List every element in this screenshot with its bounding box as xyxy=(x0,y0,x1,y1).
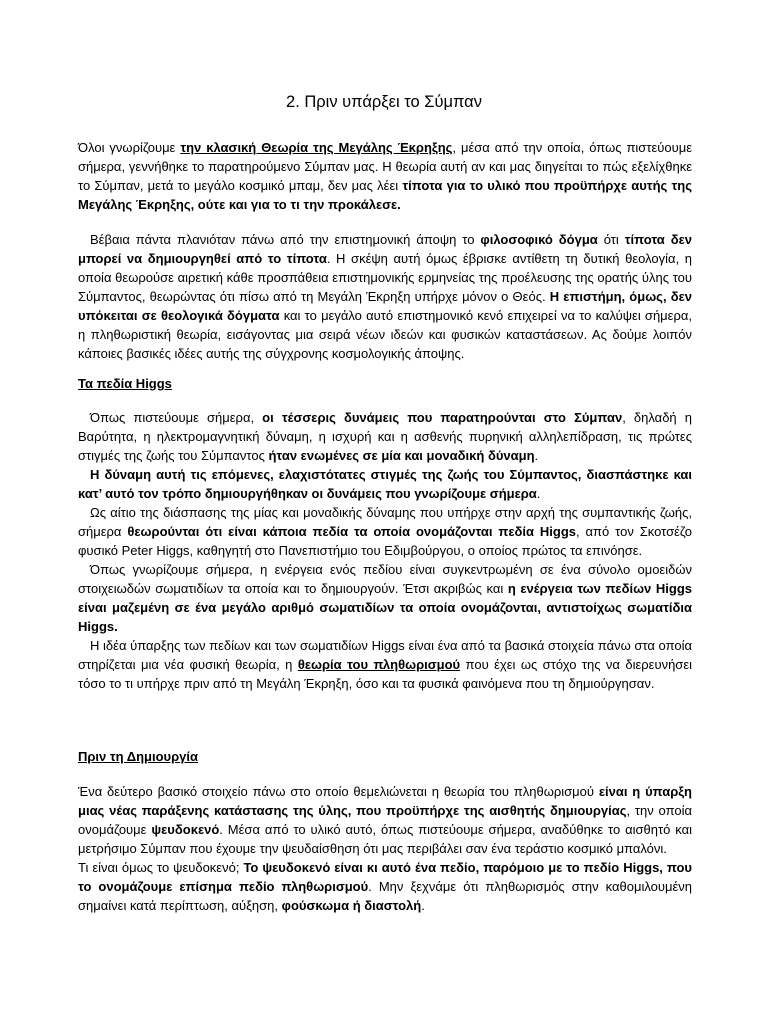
section-heading-creation: Πριν τη Δημιουργία xyxy=(78,749,198,764)
text-run: Τι είναι όμως το ψευδοκενό; xyxy=(78,860,244,875)
text-run: Ως αίτιο της διάσπασης της μίας και μοναδικής δύναμης που υπήρχε στην αρχή της συμπαντικής ζωής, σήμερα xyxy=(78,505,692,539)
text-run: Βέβαια πάντα πλανιόταν πάνω από την επιστημονική άποψη το xyxy=(90,232,481,247)
text-run: . Μέσα από το υλικό αυτό, όπως πιστεύουμε σήμερα, αναδύθηκε το αισθητό και μετρήσιμο Σύμπαν που έχουμε την ψευδαίσθηση ότι μας περιβάλει σαν ένα τεράστιο κοσμικό μπαλόνι. xyxy=(78,822,692,856)
text-run: Όπως πιστεύουμε σήμερα, xyxy=(90,410,263,425)
paragraph-higgs-particles xyxy=(78,560,692,636)
section-creation-body xyxy=(78,782,692,915)
text-run-bold: Το ψευδοκενό είναι κι αυτό ένα πεδίο, παρόμοιο με το πεδίο Higgs, που το ονομάζουμε επίσημα πεδίο πληθωρισμού xyxy=(78,860,692,894)
paragraph-inflation-field xyxy=(78,858,692,915)
text-run-bold: η ενέργεια των πεδίων Higgs είναι μαζεμένη σε ένα μεγάλο αριθμό σωματιδίων τα οποία ονομάζονται, αντιστοίχως σωματίδια Higgs. xyxy=(78,581,692,634)
paragraph-higgs-fields xyxy=(78,503,692,560)
text-run: Όλοι γνωρίζουμε xyxy=(78,140,181,155)
paragraph-intro xyxy=(78,138,692,214)
text-run-bold: οι τέσσερις δυνάμεις που παρατηρούνται στο Σύμπαν xyxy=(262,410,623,425)
text-run-bold: ψευδοκενό xyxy=(151,822,220,837)
text-run-bold: φούσκωμα ή διαστολή xyxy=(281,898,422,913)
text-run-bold-underline: θεωρία του πληθωρισμού xyxy=(297,657,461,672)
text-run-bold: τίποτα για το υλικό που προϋπήρχε αυτής της Μεγάλης Έκρηξης, ούτε και για το τι την προκάλεσε. xyxy=(78,178,693,212)
text-run-bold: ήταν ενωμένες σε μία και μοναδική δύναμη xyxy=(268,448,535,463)
text-run: , την οποία ονομάζουμε xyxy=(78,803,692,837)
paragraph-inflation-theory xyxy=(78,636,692,693)
paragraph-split xyxy=(78,465,692,503)
text-run: . Μην ξεχνάμε ότι πληθωρισμός στην καθομιλουμένη σημαίνει κατά περίπτωση, αύξηση, xyxy=(78,879,692,913)
page-title: 2. Πριν υπάρξει το Σύμπαν xyxy=(286,93,482,111)
text-run: . Η σκέψη αυτή όμως έβρισκε αντίθετη τη δυτική θεολογία, η οποία θεωρούσε αιρετική κάθε προσπάθεια επιστημονικής ερμηνείας της προέλευσης της ορατής ύλης του Σύμπαντος, θεωρώντας ότι πίσω από τη Μεγάλη Έκρηξη υπήρχε μόνον ο Θεός. xyxy=(78,251,692,304)
text-run: , δηλαδή η Βαρύτητα, η ηλεκτρομαγνητική δύναμη, η ισχυρή και η ασθενής πυρηνική αλληλεπίδραση, τις πρώτες στιγμές της ζωής του Σύμπαντος xyxy=(78,410,692,463)
text-run-bold: τίποτα δεν μπορεί να δημιουργηθεί από το τίποτα xyxy=(78,232,692,266)
section-heading-higgs: Τα πεδία Higgs xyxy=(78,376,172,391)
text-run: Ένα δεύτερο βασικό στοιχείο πάνω στο οποίο θεμελιώνεται η θεωρία του πληθωρισμού xyxy=(78,784,599,799)
text-run: , μέσα από την οποία, όπως πιστεύουμε σήμερα, γεννήθηκε το παρατηρούμενο Σύμπαν μας. Η θεωρία αυτή αν και μας διηγείται το πώς εξελίχθηκε το Σύμπαν, μετά το μεγάλο κοσμικό μπαμ, δεν μας λέει xyxy=(78,140,692,193)
paragraph-forces xyxy=(78,408,692,465)
text-run: . xyxy=(536,486,541,501)
paragraph-philosophy xyxy=(78,230,692,363)
text-run-bold: Η επιστήμη, όμως, δεν υπόκειται σε θεολογικά δόγματα xyxy=(78,289,692,323)
text-run: και το μεγάλο αυτό επιστημονικό κενό επιχειρεί να το καλύψει σήμερα, η πληθωριστική θεωρία, εισάγοντας μια σειρά νέων ιδεών και φυσικών καταστάσεων. Ας δούμε λοιπόν κάποιες βασικές ιδέες αυτής της σύγχρονης κοσμολογικής άποψης. xyxy=(78,308,692,361)
text-run-bold-underline: την κλασική Θεωρία της Μεγάλης Έκρηξης xyxy=(180,140,453,155)
text-run: Όπως γνωρίζουμε σήμερα, η ενέργεια ενός πεδίου είναι συγκεντρωμένη σε ένα σύνολο ομοειδών στοιχειωδών σωματιδίων τα οποία και το δημιουργούν. Έτσι ακριβώς και xyxy=(78,562,692,596)
text-run: που έχει ως στόχο της να διερευνήσει τόσο το τι υπήρχε πριν από τη Μεγάλη Έκρηξη, όσο και τα φυσικά φαινόμενα που τη δημιούργησαν. xyxy=(78,657,693,691)
text-run-bold: Η δύναμη αυτή τις επόμενες, ελαχιστότατες στιγμές της ζωής του Σύμπαντος, διασπάστηκε και κατ’ αυτό τον τρόπο δημιουργήθηκαν οι δυνάμεις που γνωρίζουμε σήμερα xyxy=(78,467,692,501)
text-run: ότι xyxy=(597,232,625,247)
paragraph-false-vacuum xyxy=(78,782,692,858)
text-run-bold: φιλοσοφικό δόγμα xyxy=(480,232,598,247)
text-run-bold: θεωρούνται ότι είναι κάποια πεδία τα οποία ονομάζονται πεδία Higgs xyxy=(127,524,577,539)
text-run: Η ιδέα ύπαρξης των πεδίων και των σωματιδίων Higgs είναι ένα από τα βασικά στοιχεία πάνω στα οποία στηρίζεται μια νέα φυσική θεωρία, η xyxy=(78,638,692,672)
text-run-bold: είναι η ύπαρξη μιας νέας παράξενης κατάστασης της ύλης, που προϋπήρχε της αισθητής δημιουργίας xyxy=(78,784,693,818)
section-higgs-body xyxy=(78,408,692,693)
text-run: , από τον Σκοτσέζο φυσικό Peter Higgs, καθηγητή στο Πανεπιστήμιο του Εδιμβούργου, ο οποίος πρώτος τα επινόησε. xyxy=(78,524,693,558)
text-run: . xyxy=(534,448,539,463)
text-run: . xyxy=(421,898,425,913)
